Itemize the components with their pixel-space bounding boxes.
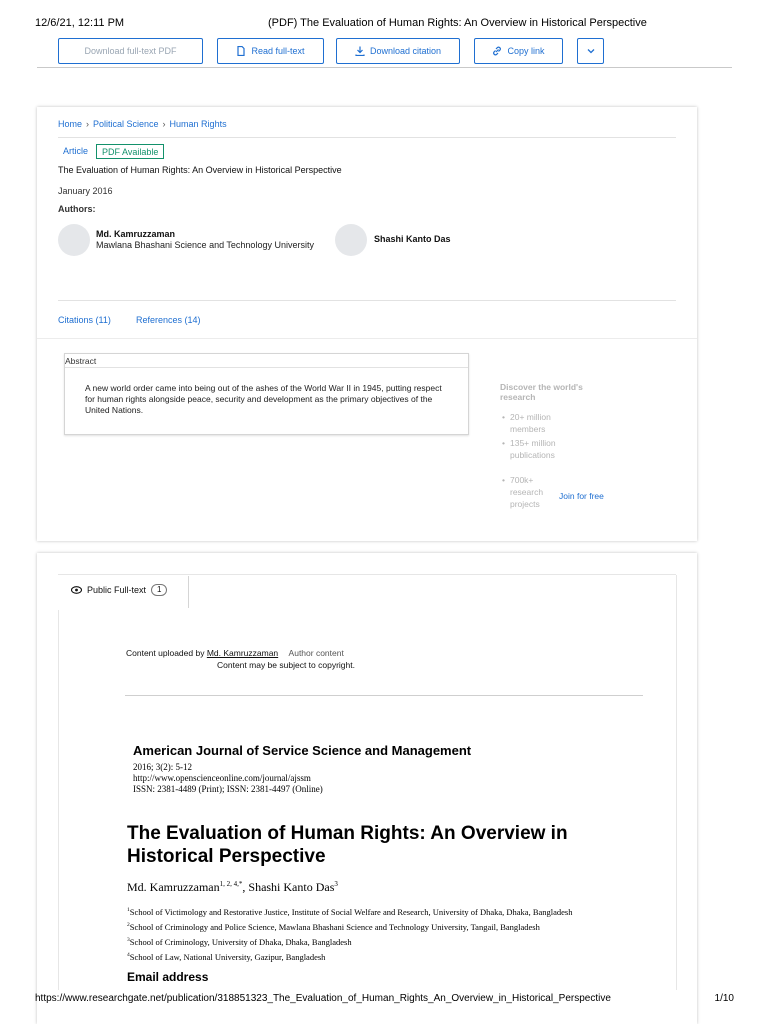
- sidebar-promo-item: • 135+ million publications: [502, 438, 556, 460]
- document-icon: [236, 46, 246, 56]
- bullet-icon: •: [502, 438, 505, 448]
- paper-authors: Md. Kamruzzaman$^{1, 2, 4,*}$, Shashi Kanto Das$^3$: [127, 880, 338, 894]
- affiliation: $^2$School of Criminology and Police Science, Mawlana Bhashani Science and Technology University, Tangail, Bangladesh: [127, 922, 540, 932]
- fulltext-count-badge: 1: [151, 584, 167, 596]
- more-options-button[interactable]: [577, 38, 604, 64]
- publication-date: January 2016: [58, 186, 113, 196]
- avatar[interactable]: [335, 224, 367, 256]
- email-address-heading: Email address: [127, 970, 209, 984]
- author-affiliation: Mawlana Bhashani Science and Technology University: [96, 240, 314, 250]
- affiliation: $^3$School of Criminology, University of Dhaka, Dhaka, Bangladesh: [127, 937, 352, 947]
- document-top-edge: [58, 574, 676, 575]
- chevron-right-icon: ›: [162, 119, 166, 129]
- chevron-down-icon: [586, 46, 596, 56]
- breadcrumb: [58, 119, 227, 129]
- breadcrumb-home[interactable]: Home: [58, 119, 83, 129]
- publication-title: The Evaluation of Human Rights: An Overview in Historical Perspective: [58, 165, 342, 175]
- join-for-free-link[interactable]: Join for free: [559, 491, 604, 501]
- read-fulltext-button[interactable]: [217, 38, 324, 64]
- toolbar-divider: [37, 67, 732, 68]
- abstract-panel: [64, 353, 469, 435]
- paper-title: The Evaluation of Human Rights: An Overview in Historical Perspective: [127, 823, 568, 867]
- sidebar-promo-item: • 700k+ research projects: [502, 475, 544, 509]
- affiliation: $^4$School of Law, National University, Gazipur, Bangladesh: [127, 952, 326, 962]
- tab-citations[interactable]: Citations (11): [58, 315, 111, 325]
- journal-url: http://www.openscienceonline.com/journal/ajssm: [133, 773, 311, 783]
- sidebar-promo-title: Discover the world's research: [500, 382, 583, 402]
- author-name[interactable]: Shashi Kanto Das: [374, 234, 451, 244]
- download-pdf-button[interactable]: [58, 38, 203, 64]
- tab-public-fulltext[interactable]: [71, 584, 167, 596]
- download-icon: [355, 46, 365, 56]
- abstract-divider: [65, 367, 468, 368]
- print-page-number: 1/10: [714, 993, 734, 1004]
- download-citation-label: Download citation: [369, 46, 442, 56]
- eye-icon: [71, 586, 82, 594]
- authors-label: Authors:: [58, 204, 96, 214]
- link-icon: [492, 46, 502, 56]
- read-fulltext-label: Read full-text: [251, 46, 305, 56]
- tab-references[interactable]: References (14): [136, 315, 201, 325]
- section-divider: [58, 300, 676, 301]
- tab-underline: [58, 608, 188, 609]
- affiliation: $^1$School of Victimology and Restorative Justice, Institute of Social Welfare and Research, University of Dhaka, Dhaka, Bangladesh: [127, 907, 573, 917]
- document-edge: [58, 610, 59, 990]
- upload-divider: [125, 695, 643, 696]
- breadcrumb-political-science[interactable]: Political Science: [93, 119, 159, 129]
- print-url: https://www.researchgate.net/publication/318851323_The_Evaluation_of_Human_Rights_An_Overview_in_Historical_Perspective: [35, 993, 611, 1004]
- bullet-icon: •: [502, 475, 505, 485]
- upload-info: Content uploaded by Md. Kamruzzaman Author content: [126, 648, 344, 658]
- print-datetime: 12/6/21, 12:11 PM: [35, 17, 125, 29]
- journal-issn: ISSN: 2381-4489 (Print); ISSN: 2381-4497 (Online): [133, 784, 323, 794]
- tabs-divider: [37, 338, 697, 339]
- author-content-label: Author content: [288, 648, 344, 658]
- avatar[interactable]: [58, 224, 90, 256]
- publication-type-tag[interactable]: Article: [63, 146, 89, 156]
- sidebar-promo-item: • 20+ million members: [502, 412, 551, 434]
- breadcrumb-human-rights[interactable]: Human Rights: [169, 119, 227, 129]
- copy-link-button[interactable]: [474, 38, 563, 64]
- author-name[interactable]: Md. Kamruzzaman: [96, 229, 176, 239]
- bullet-icon: •: [502, 412, 505, 422]
- breadcrumb-divider: [58, 137, 676, 138]
- abstract-text: A new world order came into being out of the ashes of the World War II in 1945, putting respect for human rights alongside peace, security and development as the primary objectives of the United Nations.: [85, 383, 442, 415]
- print-doc-title: (PDF) The Evaluation of Human Rights: An Overview in Historical Perspective: [268, 17, 647, 29]
- copy-link-label: Copy link: [507, 46, 545, 56]
- document-edge: [676, 575, 677, 990]
- copyright-note: Content may be subject to copyright.: [217, 660, 355, 670]
- tab-divider: [188, 576, 189, 608]
- journal-volume: 2016; 3(2): 5-12: [133, 762, 192, 772]
- abstract-label: Abstract: [65, 356, 97, 366]
- uploader-link[interactable]: Md. Kamruzzaman: [206, 648, 279, 658]
- fulltext-tab-label: Public Full-text: [87, 585, 147, 595]
- download-pdf-label: Download full-text PDF: [84, 46, 177, 56]
- download-citation-button[interactable]: [336, 38, 460, 64]
- chevron-right-icon: ›: [86, 119, 90, 129]
- pdf-available-badge: PDF Available: [96, 144, 164, 159]
- journal-name: American Journal of Service Science and Management: [133, 743, 472, 758]
